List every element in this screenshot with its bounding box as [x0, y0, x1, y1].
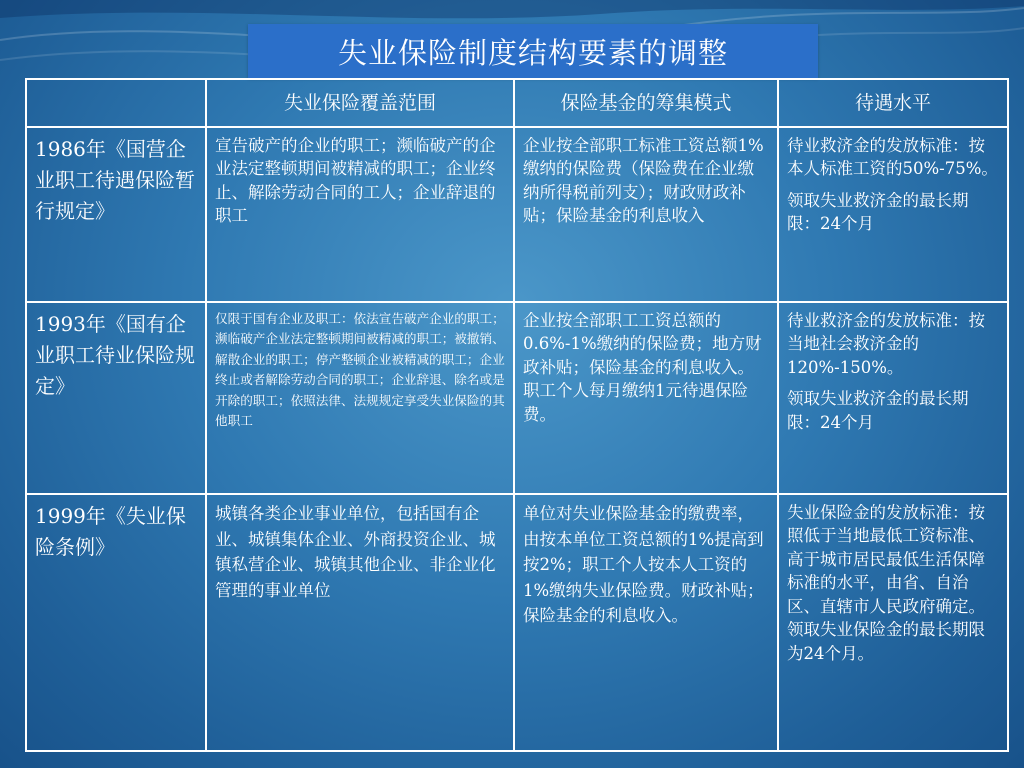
funding-cell: 单位对失业保险基金的缴费率，由按本单位工资总额的1%提高到按2%；职工个人按本人工资的1%缴纳失业保险费。财政补贴；保险基金的利息收入。: [514, 494, 778, 751]
table-row-1993: [26, 302, 1008, 494]
benefit-standard: 失业保险金的发放标准：按照低于当地最低工资标准、高于城市居民最低生活保障标准的水平，由省、自治区、直辖市人民政府确定。领取失业保险金的最长期限为24个月。: [787, 503, 985, 663]
benefit-duration: 领取失业救济金的最长期限：24个月: [787, 190, 969, 234]
slide-title: 失业保险制度结构要素的调整: [337, 35, 728, 70]
benefit-cell: [778, 127, 1008, 302]
funding-cell: 企业按全部职工标准工资总额1%缴纳的保险费（保险费在企业缴纳所得税前列支）；财政财政补贴；保险基金的利息收入: [514, 127, 778, 302]
table-row-1999: [26, 494, 1008, 751]
benefit-cell: [778, 494, 1008, 751]
benefit-duration: 领取失业救济金的最长期限：24个月: [787, 389, 969, 432]
law-cell: 1986年《国营企业职工待遇保险暂行规定》: [26, 127, 206, 302]
funding-cell: 企业按全部职工工资总额的0.6%-1%缴纳的保险费；地方财政补贴；保险基金的利息收入。职工个人每月缴纳1元待遇保险费。: [514, 302, 778, 494]
header-coverage: 失业保险覆盖范围: [206, 79, 514, 127]
benefit-standard: 待业救济金的发放标准：按本人标准工资的50%-75%。: [787, 136, 998, 179]
law-cell: 1993年《国有企业职工待业保险规定》: [26, 302, 206, 494]
header-corner-cell: [26, 79, 206, 127]
table-header-row: [26, 79, 1008, 127]
header-funding: 保险基金的筹集模式: [514, 79, 778, 127]
coverage-cell: 城镇各类企业事业单位，包括国有企业、城镇集体企业、外商投资企业、城镇私营企业、城镇其他企业、非企业化管理的事业单位: [206, 494, 514, 751]
benefit-standard: 待业救济金的发放标准：按当地社会救济金的120%-150%。: [787, 311, 985, 377]
slide-title-bar: [248, 24, 818, 78]
table-row-1986: [26, 127, 1008, 302]
coverage-cell: 宣告破产的企业的职工；濒临破产的企业法定整顿期间被精减的职工；企业终止、解除劳动合同的工人；企业辞退的职工: [206, 127, 514, 302]
coverage-cell: 仅限于国有企业及职工：依法宣告破产企业的职工；濒临破产企业法定整顿期间被精减的职工；被撤销、解散企业的职工；停产整顿企业被精减的职工；企业终止或者解除劳动合同的职工；企业辞退、除名或是开除的职工；依照法律、法规规定享受失业保险的其他职工: [206, 302, 514, 494]
benefit-cell: [778, 302, 1008, 494]
header-benefit: 待遇水平: [778, 79, 1008, 127]
comparison-table: [25, 78, 1009, 752]
law-cell: 1999年《失业保险条例》: [26, 494, 206, 751]
